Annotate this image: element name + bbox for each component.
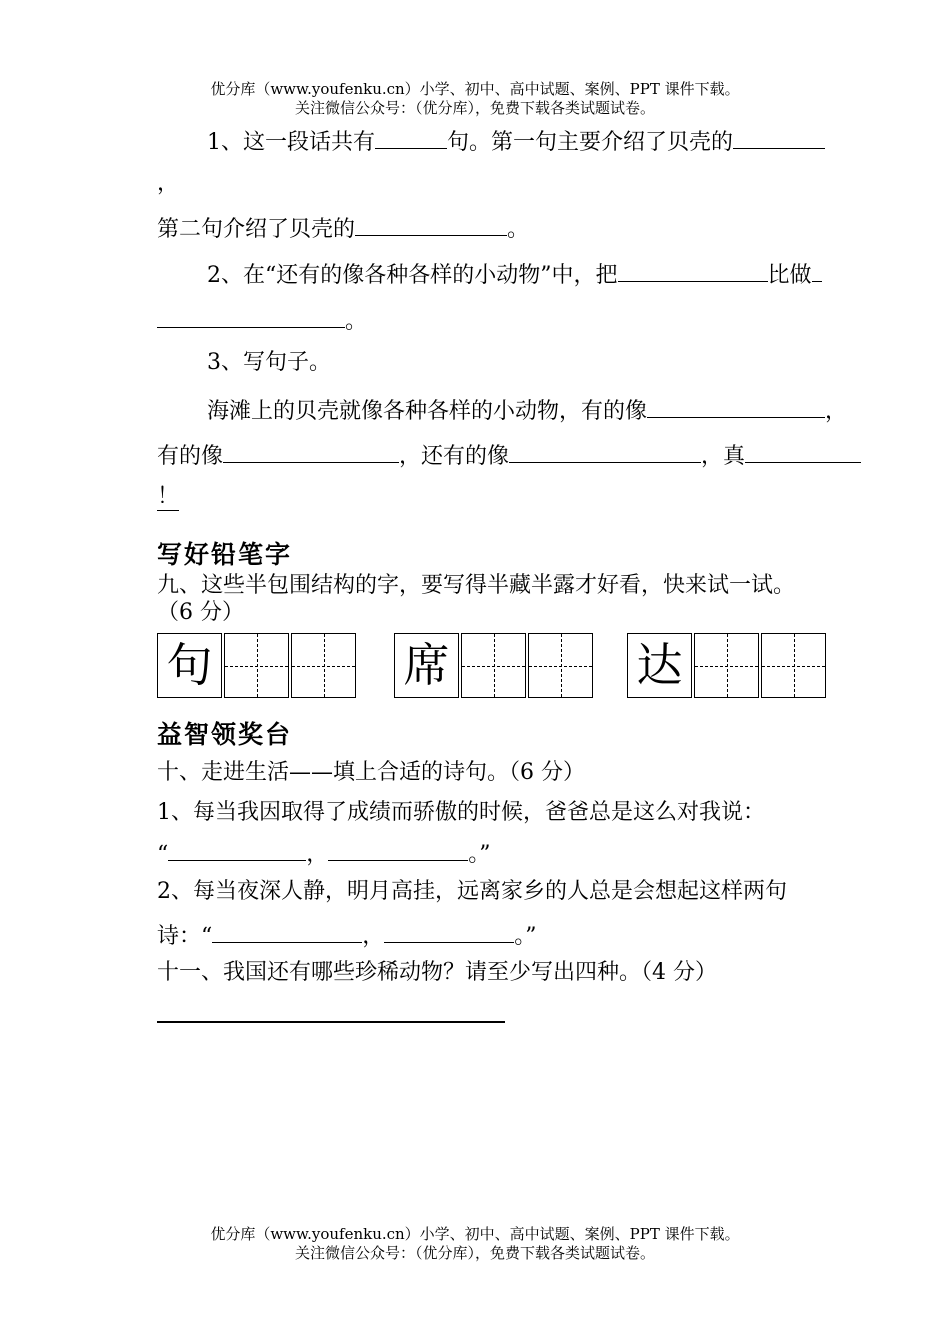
q10-mid-2: ， bbox=[362, 924, 385, 949]
q1-comma: ， bbox=[157, 171, 180, 196]
grid-cell-practice[interactable] bbox=[291, 633, 356, 698]
q1-text-b: 句。第一句主要介绍了贝壳的 bbox=[447, 130, 734, 155]
grid-cell-model bbox=[394, 633, 459, 698]
q3-blank-4[interactable] bbox=[745, 440, 861, 463]
q1-end: 。 bbox=[507, 217, 530, 242]
writing-grid-3 bbox=[627, 633, 828, 699]
grid-cell-practice[interactable] bbox=[224, 633, 289, 698]
q3-text-b: 有的像 bbox=[157, 444, 224, 469]
q2-blank-2a[interactable] bbox=[812, 259, 822, 282]
q3-blank-1[interactable] bbox=[647, 395, 825, 418]
q11-title: 十一、我国还有哪些珍稀动物？请至少写出四种。（4 分） bbox=[157, 960, 717, 985]
model-char-3: 达 bbox=[628, 634, 691, 697]
q3-text-a: 海滩上的贝壳就像各种各样的小动物，有的像 bbox=[207, 399, 648, 424]
q3-text-d: ，真 bbox=[701, 444, 746, 469]
q10-mid-1: ， bbox=[306, 842, 329, 867]
section-title-puzzle-award: 益智领奖台 bbox=[157, 720, 293, 749]
q2-blank-1[interactable] bbox=[618, 259, 768, 282]
q10-s1: 1、每当我因取得了成绩而骄傲的时候，爸爸总是这么对我说： bbox=[157, 800, 765, 825]
section-title-pencil-writing: 写好铅笔字 bbox=[157, 540, 293, 569]
q10-blank-4[interactable] bbox=[384, 920, 514, 943]
q10-line-2 bbox=[157, 920, 537, 950]
q10-title: 十、走进生活——填上合适的诗句。（6 分） bbox=[157, 760, 585, 785]
q10-blank-2[interactable] bbox=[328, 838, 468, 861]
q2-line-2 bbox=[157, 305, 367, 335]
q3-end-line bbox=[157, 484, 179, 511]
q9-text: 九、这些半包围结构的字，要写得半藏半露才好看，快来试一试。 bbox=[157, 573, 796, 598]
q3-line-1 bbox=[207, 395, 847, 425]
q3-comma-1: ， bbox=[825, 399, 848, 424]
q3-line-2 bbox=[157, 440, 861, 470]
q10-s2: 2、每当夜深人静，明月高挂，远离家乡的人总是会想起这样两句 bbox=[157, 879, 787, 904]
q2-text-a: 2、在“还有的像各种各样的小动物”中，把 bbox=[207, 263, 618, 288]
q2-line bbox=[207, 259, 822, 289]
writing-grid-2 bbox=[394, 633, 595, 699]
q2-blank-2b[interactable] bbox=[157, 305, 345, 328]
model-char-1: 句 bbox=[158, 634, 221, 697]
q3-blank-3[interactable] bbox=[509, 440, 701, 463]
q9-score: （6 分） bbox=[157, 600, 244, 625]
header-line-2: 关注微信公众号：（优分库），免费下载各类试题试卷。 bbox=[294, 99, 655, 117]
q1-blank-2[interactable] bbox=[733, 126, 825, 149]
grid-cell-model bbox=[157, 633, 222, 698]
writing-grid-1 bbox=[157, 633, 358, 699]
grid-cell-practice[interactable] bbox=[694, 633, 759, 698]
model-char-2: 席 bbox=[395, 634, 458, 697]
q10-blank-3[interactable] bbox=[212, 920, 362, 943]
q10-close-2: 。” bbox=[514, 924, 537, 949]
q1-line bbox=[207, 126, 825, 156]
grid-cell-practice[interactable] bbox=[761, 633, 826, 698]
q10-close-1: 。” bbox=[468, 842, 491, 867]
q1-text-c: 第二句介绍了贝壳的 bbox=[157, 217, 356, 242]
q2-end: 。 bbox=[345, 309, 368, 334]
q11-answer-line[interactable] bbox=[157, 1021, 505, 1023]
grid-cell-practice[interactable] bbox=[461, 633, 526, 698]
header-line-1: 优分库（www.youfenku.cn）小学、初中、高中试题、案例、PPT 课件下载。 bbox=[210, 80, 740, 98]
q10-line-1 bbox=[157, 838, 491, 868]
q1-line-2 bbox=[157, 213, 529, 243]
footer-line-2: 关注微信公众号：（优分库），免费下载各类试题试卷。 bbox=[294, 1244, 655, 1262]
q1-blank-3[interactable] bbox=[355, 213, 507, 236]
q1-text-a: 1、这一段话共有 bbox=[207, 130, 375, 155]
q2-text-b: 比做 bbox=[767, 263, 812, 288]
footer-line-1: 优分库（www.youfenku.cn）小学、初中、高中试题、案例、PPT 课件下载。 bbox=[210, 1225, 740, 1243]
q3-title: 3、写句子。 bbox=[207, 350, 331, 375]
grid-cell-practice[interactable] bbox=[528, 633, 593, 698]
q10-open-1: “ bbox=[157, 842, 169, 867]
q1-blank-1[interactable] bbox=[375, 126, 447, 149]
grid-cell-model bbox=[627, 633, 692, 698]
q3-text-c: ，还有的像 bbox=[399, 444, 510, 469]
q3-blank-2[interactable] bbox=[223, 440, 399, 463]
q10-s2b: 诗：“ bbox=[157, 924, 213, 949]
q3-end: ！ bbox=[157, 484, 180, 509]
q10-blank-1[interactable] bbox=[168, 838, 306, 861]
